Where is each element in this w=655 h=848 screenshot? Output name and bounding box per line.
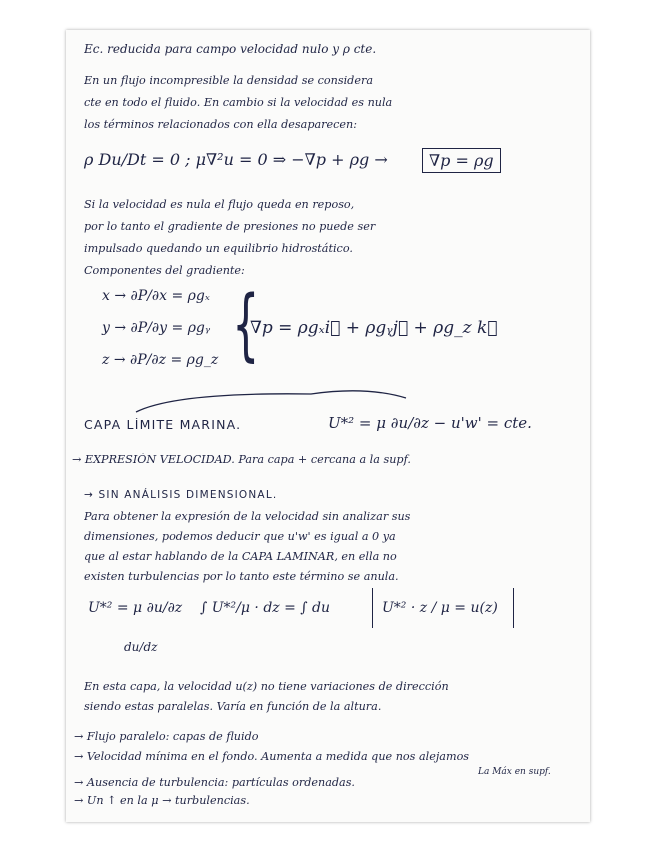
bullet-item: → Flujo paralelo: capas de fluido [74,730,259,743]
equation-velocity-profile: U*² · z / μ = u(z) [382,600,498,616]
text-line: que al estar hablando de la CAPA LAMINAR, en ella no [84,550,397,563]
text-line: Si la velocidad es nula el flujo queda en reposo, [84,198,355,211]
text-line: impulsado quedando un equilibrio hidrostático. [84,242,353,255]
text-line: existen turbulencias por lo tanto este término se anula. [84,570,399,583]
text-line: cte en todo el fluido. En cambio si la velocidad es nula [84,96,393,109]
gradient-x: x → ∂P/∂x = ρgₓ [102,288,210,304]
text-line: Para obtener la expresión de la velocidad sin analizar sus [84,510,411,523]
bullet-item: → Ausencia de turbulencia: partículas ordenadas. [74,776,355,789]
notebook-page [66,30,590,822]
gradient-z: z → ∂P/∂z = ρg_z [102,352,219,368]
bullet-item: → Un ↑ en la μ → turbulencias. [74,794,250,807]
equation-hydrostatic-boxed: ∇p = ρg [422,148,501,173]
equation-du-dz: du/dz [124,640,158,654]
text-line: los términos relacionados con ella desaparecen: [84,118,357,131]
text-line: siendo estas paralelas. Varía en función de la altura. [84,700,382,713]
result-bracket [372,588,514,628]
subheading-expresion: → EXPRESIÓN VELOCIDAD. Para capa + cercana a la supf. [72,453,411,466]
text-line: En esta capa, la velocidad u(z) no tiene variaciones de dirección [84,680,449,693]
equation-integral: ∫ U*²/μ · dz = ∫ du [200,600,331,616]
page-title: Ec. reducida para campo velocidad nulo y ρ cte. [84,42,377,56]
text-line: En un flujo incompresible la densidad se considera [84,74,373,87]
bullet-item: → Velocidad mínima en el fondo. Aumenta a medida que nos alejamos [74,750,470,763]
text-line: por lo tanto el gradiente de presiones no puede ser [84,220,376,233]
brace: { [232,280,260,370]
gradient-sum: ∇p = ρgₓi⃗ + ρgᵧj⃗ + ρg_z k⃗ [250,318,498,338]
equation-shear: U*² = μ ∂u/∂z [88,600,183,616]
equation-continuity: ρ Du/Dt = 0 ; μ∇²u = 0 ⇒ −∇p + ρg → [84,150,388,169]
text-line: dimensiones, podemos deducir que u'w' es igual a 0 ya [84,530,396,543]
section-title-capa: CAPA LÍMITE MARINA. [84,418,242,432]
subheading-sin-analisis: → SIN ANÁLISIS DIMENSIONAL. [84,489,278,501]
text-line: Componentes del gradiente: [84,264,245,277]
gradient-y: y → ∂P/∂y = ρgᵧ [102,320,211,336]
equation-friction-velocity: U*² = μ ∂u/∂z − u'w' = cte. [328,414,532,432]
bullet-note: La Máx en supf. [478,767,551,777]
